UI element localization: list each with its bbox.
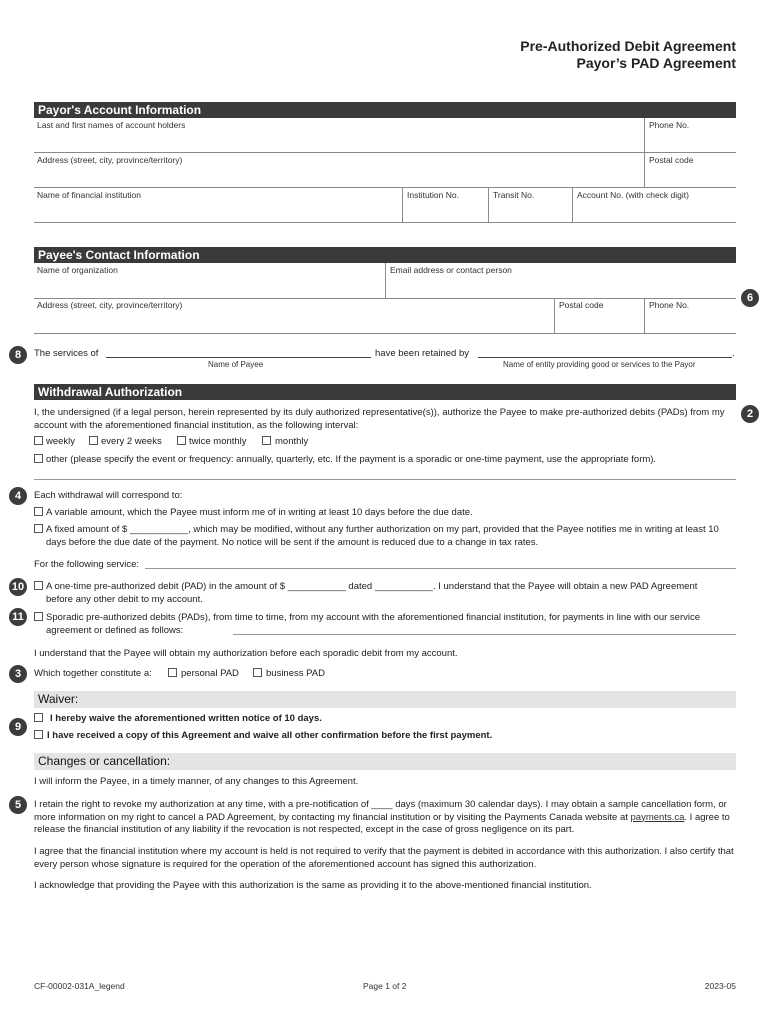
payee-name-line[interactable]	[106, 357, 371, 358]
account-no-field[interactable]	[576, 201, 734, 221]
entity-caption: Name of entity providing good or services to the Payor	[503, 360, 696, 369]
financial-institution-field[interactable]	[36, 201, 398, 221]
organization-label: Name of organization	[37, 265, 118, 275]
callout-badge-5: 5	[9, 796, 27, 814]
weekly-checkbox[interactable]	[34, 436, 43, 445]
sporadic-understanding-text: I understand that the Payee will obtain my authorization before each sporadic debit from my account.	[34, 648, 458, 659]
variable-amount-checkbox[interactable]	[34, 507, 43, 516]
email-contact-label: Email address or contact person	[390, 265, 512, 275]
together-constitute-text: Which together constitute a:	[34, 668, 152, 679]
services-prefix: The services of	[34, 348, 99, 359]
verification-paragraph: I agree that the financial institution where my account is held is not required to verify that the payment is debited in accordance with this authorization. I also certify that every person whose signature is required for the operation of the aforementioned account has signed this authorization.	[34, 846, 734, 870]
each-withdrawal-text: Each withdrawal will correspond to:	[34, 490, 183, 501]
payee-address-label: Address (street, city, province/territory)	[37, 300, 183, 310]
fixed-amount-label: A fixed amount of $ ___________, which may be modified, without any further authorization on my part, provided that the Payee notifies me in writing at least 10 days before the due date of the payment. No notice will be sent if the amount is reduced due to a change in tax rates.	[46, 524, 719, 548]
sporadic-pad-checkbox[interactable]	[34, 612, 43, 621]
inform-changes-text: I will inform the Payee, in a timely manner, of any changes to this Agreement.	[34, 776, 359, 787]
monthly-checkbox[interactable]	[262, 436, 271, 445]
sporadic-pad-label: Sporadic pre-authorized debits (PADs), from time to time, from my account with the aforementioned financial institution, for payments in line with our service agreement or defined as follows:	[46, 612, 701, 636]
payor-phone-field[interactable]	[648, 131, 734, 151]
payee-address-field[interactable]	[36, 311, 550, 332]
page-subtitle: Payor’s PAD Agreement	[576, 55, 736, 71]
revocation-text: I retain the right to revoke my authorization at any time, with a pre-notification of ____ days (maximum 30 calendar days). I may obtain a sample cancellation form, or more information on my right to cancel a PAD Agreement, by contacting my financial institution or by visiting the Payments Canada website at	[34, 799, 727, 823]
page-number: Page 1 of 2	[363, 981, 407, 991]
monthly-label: monthly	[275, 436, 309, 447]
acknowledgement-paragraph: I acknowledge that providing the Payee with this authorization is the same as providing it to the above-mentioned financial institution.	[34, 880, 592, 891]
other-frequency-checkbox[interactable]	[34, 454, 43, 463]
following-service-line[interactable]	[145, 568, 736, 569]
authorization-intro: I, the undersigned (if a legal person, herein represented by its duly authorized representative(s)), authorize the Payee to make pre-authorized debits (PADs) from my account with the aforementioned financial institution, as the following interval:	[34, 407, 725, 431]
payee-postal-field[interactable]	[558, 311, 640, 332]
payee-name-caption: Name of Payee	[208, 360, 264, 369]
services-end: .	[732, 348, 735, 359]
callout-badge-3: 3	[9, 665, 27, 683]
entity-name-line[interactable]	[478, 357, 732, 358]
other-frequency-label: other (please specify the event or frequency: annually, quarterly, etc. If the payment is a sporadic or one-time payment, use the appropriate form).	[46, 454, 657, 465]
page-title: Pre-Authorized Debit Agreement	[520, 38, 736, 54]
account-holders-label: Last and first names of account holders	[37, 120, 186, 130]
waive-notice-checkbox[interactable]	[34, 713, 43, 722]
payor-postal-field[interactable]	[648, 166, 734, 186]
email-contact-field[interactable]	[389, 276, 734, 297]
callout-badge-6: 6	[741, 289, 759, 307]
account-holders-field[interactable]	[36, 131, 640, 151]
payments-ca-link[interactable]: payments.ca	[630, 811, 685, 823]
variable-amount-label: A variable amount, which the Payee must inform me of in writing at least 10 days before the due date.	[46, 507, 473, 518]
business-pad-label: business PAD	[266, 668, 325, 679]
withdrawal-section-header: Withdrawal Authorization	[34, 384, 736, 400]
following-service-label: For the following service:	[34, 559, 140, 570]
account-no-label: Account No. (with check digit)	[577, 190, 689, 200]
callout-badge-10: 10	[9, 578, 27, 596]
payor-section-header: Payor's Account Information	[34, 102, 736, 118]
payor-address-field[interactable]	[36, 166, 640, 186]
sporadic-definition-line[interactable]	[233, 634, 736, 635]
waive-confirmation-checkbox[interactable]	[34, 730, 43, 739]
twice-monthly-label: twice monthly	[189, 436, 247, 447]
payee-phone-label: Phone No.	[649, 300, 690, 310]
callout-badge-8: 8	[9, 346, 27, 364]
organization-field[interactable]	[36, 276, 381, 297]
every-2-weeks-checkbox[interactable]	[89, 436, 98, 445]
payee-phone-field[interactable]	[648, 311, 734, 332]
transit-no-label: Transit No.	[493, 190, 535, 200]
changes-section-header: Changes or cancellation:	[34, 753, 736, 770]
callout-badge-2: 2	[741, 405, 759, 423]
fixed-amount-checkbox[interactable]	[34, 524, 43, 533]
business-pad-checkbox[interactable]	[253, 668, 262, 677]
waive-confirmation-label: I have received a copy of this Agreement and waive all other confirmation before the first payment.	[47, 730, 493, 741]
transit-no-field[interactable]	[492, 201, 568, 221]
institution-no-field[interactable]	[406, 201, 484, 221]
other-frequency-line[interactable]	[34, 479, 736, 480]
form-date: 2023-05	[704, 981, 736, 991]
one-time-pad-label: A one-time pre-authorized debit (PAD) in the amount of $ ___________ dated ___________. I understand that the Payee will obtain a new PAD Agreement before any other debit to my account.	[46, 581, 698, 605]
payor-postal-label: Postal code	[649, 155, 694, 165]
payor-address-label: Address (street, city, province/territory)	[37, 155, 183, 165]
twice-monthly-checkbox[interactable]	[177, 436, 186, 445]
waiver-section-header: Waiver:	[34, 691, 736, 708]
personal-pad-checkbox[interactable]	[168, 668, 177, 677]
revocation-text-end: . I agree to release the financial institution of any liability if the revocation is not respected, except in the case of gross negligence on its part.	[34, 811, 730, 835]
form-code: CF-00002-031A_legend	[34, 981, 125, 991]
callout-badge-9: 9	[9, 718, 27, 736]
personal-pad-label: personal PAD	[181, 668, 239, 679]
every-2-weeks-label: every 2 weeks	[101, 436, 162, 447]
callout-badge-11: 11	[9, 608, 27, 626]
services-middle: have been retained by	[375, 348, 470, 359]
waive-notice-label: I hereby waive the aforementioned written notice of 10 days.	[50, 713, 322, 724]
payee-postal-label: Postal code	[559, 300, 604, 310]
revocation-paragraph	[34, 799, 738, 837]
weekly-label: weekly	[46, 436, 76, 447]
institution-no-label: Institution No.	[407, 190, 459, 200]
payee-section-header: Payee's Contact Information	[34, 247, 736, 263]
financial-institution-label: Name of financial institution	[37, 190, 141, 200]
callout-badge-4: 4	[9, 487, 27, 505]
one-time-pad-checkbox[interactable]	[34, 581, 43, 590]
payor-phone-label: Phone No.	[649, 120, 690, 130]
